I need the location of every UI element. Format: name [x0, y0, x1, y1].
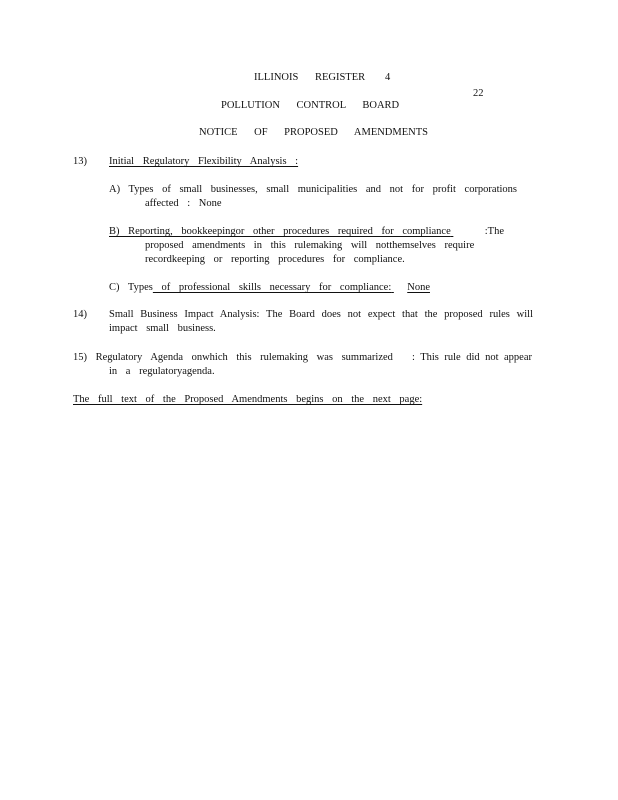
board-name: POLLUTION CONTROL BOARD — [221, 100, 400, 111]
section-13b-tail: :The — [484, 226, 504, 237]
section-14-line-2: impact small business. — [109, 323, 216, 334]
notice-title: NOTICE OF PROPOSED AMENDMENTS — [199, 127, 428, 138]
section-13-number: 13) — [73, 156, 87, 167]
section-13b-line-2: proposed amendments in this rulemaking will notthemselves require — [145, 240, 475, 251]
section-13b-line-3: recordkeeping or reporting procedures for compliance. — [145, 254, 405, 265]
section-13b-underline-gap — [451, 226, 485, 237]
section-13c-underlined-text: of professional skills necessary for compliance: — [152, 282, 392, 293]
full-text-note: The full text of the Proposed Amendments begins on the next page: — [73, 394, 423, 405]
section-13c-line — [109, 282, 430, 293]
section-13b-underlined-text: B) Reporting, bookkeepingor other procedures required for compliance — [109, 226, 451, 237]
register-title: ILLINOIS REGISTER — [254, 72, 366, 83]
section-13-heading: Initial Regulatory Flexibility Analysis : — [109, 156, 299, 167]
section-15-line-1-right: : This rule did not appear — [412, 352, 532, 363]
page-number: 22 — [473, 88, 484, 99]
section-13a-line-2: affected : None — [145, 198, 222, 209]
section-15-line-2: in a regulatoryagenda. — [109, 366, 215, 377]
register-number: 4 — [385, 72, 391, 83]
section-13b-line-1 — [109, 226, 504, 237]
section-13a-line-1: A) Types of small businesses, small municipalities and not for profit corporations — [109, 184, 518, 195]
section-13c-label: C) Types — [109, 282, 153, 293]
section-14-line-1: Small Business Impact Analysis: The Board does not expect that the proposed rules will — [109, 309, 533, 320]
section-13c-underline-gap — [391, 282, 407, 293]
section-13c-value: None — [407, 282, 430, 293]
section-15-line-1-left: 15) Regulatory Agenda onwhich this rulemaking was summarized — [73, 352, 393, 363]
section-14-number: 14) — [73, 309, 87, 320]
